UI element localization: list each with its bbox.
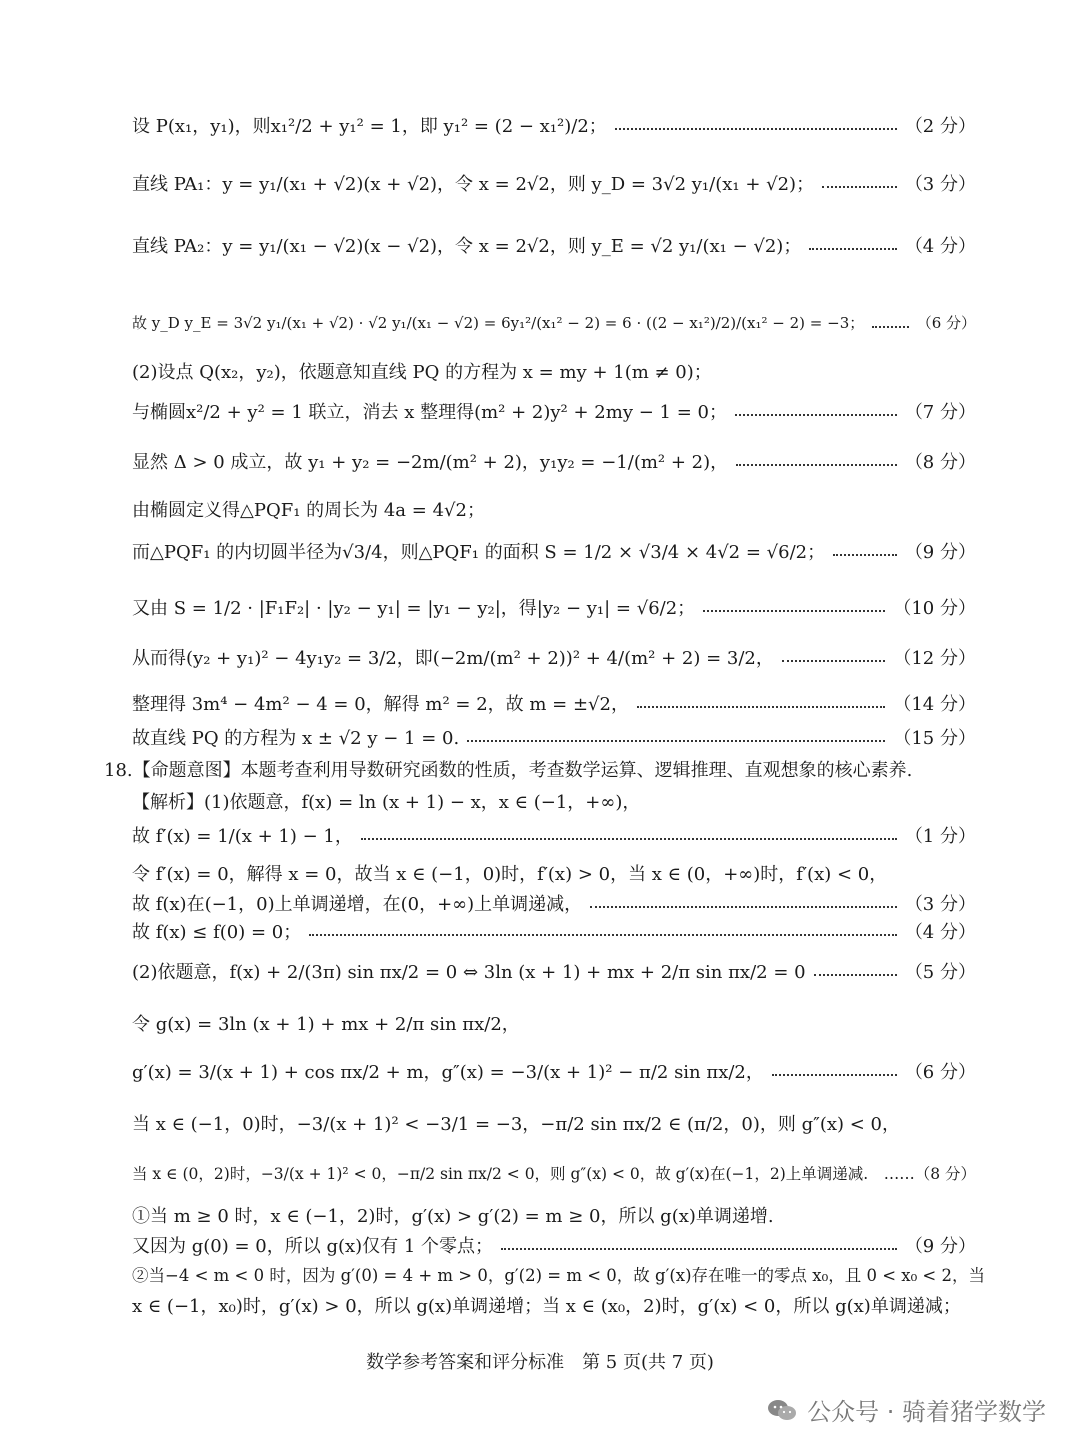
line-text: 故 y_D y_E = 3√2 y₁/(x₁ + √2) · √2 y₁/(x₁ − √2) = 6y₁²/(x₁² − 2) = 6 · ((2 − x₁²)/2)/(x₁² − 2) = −3； <box>132 314 865 332</box>
score-label: （3 分） <box>904 174 976 195</box>
solution-line <box>132 918 976 944</box>
leader-dots <box>814 974 897 976</box>
solution-line <box>132 958 976 984</box>
solution-line <box>132 860 976 886</box>
line-text: ①当 m ≥ 0 时，x ∈ (−1，2)时，g′(x) > g′(2) = m ≥ 0，所以 g(x)单调递增. <box>132 1206 774 1227</box>
solution-line <box>132 358 976 384</box>
line-text: 直线 PA₂：y = y₁/(x₁ − √2)(x − √2)，令 x = 2√2，则 y_E = √2 y₁/(x₁ − √2)； <box>132 236 802 257</box>
solution-line <box>132 448 976 474</box>
solution-line <box>132 312 976 333</box>
score-label: （2 分） <box>904 116 976 137</box>
solution-line <box>132 398 976 424</box>
line-text: 显然 Δ > 0 成立，故 y₁ + y₂ = −2m/(m² + 2)，y₁y₂ = −1/(m² + 2)， <box>132 452 729 473</box>
solution-line <box>132 724 976 750</box>
leader-dots <box>772 1074 897 1076</box>
line-text: 故 f(x) ≤ f(0) = 0； <box>132 922 302 943</box>
line-text: 令 f′(x) = 0，解得 x = 0，故当 x ∈ (−1，0)时，f′(x) > 0，当 x ∈ (0，+∞)时，f′(x) < 0， <box>132 864 888 885</box>
line-text: 令 g(x) = 3ln (x + 1) + mx + 2/π sin πx/2， <box>132 1014 520 1035</box>
line-text: 【解析】(1)依题意，f(x) = ln (x + 1) − x，x ∈ (−1，+∞)， <box>132 792 641 813</box>
solution-line <box>132 496 976 522</box>
wechat-icon <box>767 1398 797 1422</box>
leader-dots <box>736 464 897 466</box>
solution-line <box>132 1292 992 1318</box>
line-text: 由椭圆定义得△PQF₁ 的周长为 4a = 4√2； <box>132 500 485 521</box>
leader-dots <box>361 838 897 840</box>
line-text: 而△PQF₁ 的内切圆半径为√3/4，则△PQF₁ 的面积 S = 1/2 × √3/4 × 4√2 = √6/2； <box>132 542 826 563</box>
line-text: 当 x ∈ (−1，0)时，−3/(x + 1)² < −3/1 = −3，−π/2 sin πx/2 ∈ (π/2，0)，则 g″(x) < 0， <box>132 1114 901 1135</box>
leader-dots <box>309 934 897 936</box>
score-label: （14 分） <box>893 694 976 715</box>
score-label: （6 分） <box>916 314 976 332</box>
line-text: 整理得 3m⁴ − 4m² − 4 = 0，解得 m² = 2，故 m = ±√2， <box>132 694 629 715</box>
line-text: (2)依题意，f(x) + 2/(3π) sin πx/2 = 0 ⇔ 3ln (x + 1) + mx + 2/π sin πx/2 = 0 <box>132 962 806 983</box>
solution-line <box>132 594 976 620</box>
solution-line <box>132 1262 992 1286</box>
line-text: 故 f(x)在(−1，0)上单调递增，在(0，+∞)上单调递减， <box>132 894 583 915</box>
line-text: 从而得(y₂ + y₁)² − 4y₁y₂ = 3/2，即(−2m/(m² + 2))² + 4/(m² + 2) = 3/2， <box>132 648 774 669</box>
score-label: （6 分） <box>904 1062 976 1083</box>
leader-dots <box>703 610 885 612</box>
solution-line <box>132 112 976 138</box>
score-label: （12 分） <box>893 648 976 669</box>
score-label: （8 分） <box>904 452 976 473</box>
line-text: x ∈ (−1，x₀)时，g′(x) > 0，所以 g(x)单调递增；当 x ∈ (x₀，2)时，g′(x) < 0，所以 g(x)单调递减； <box>132 1296 961 1317</box>
solution-line <box>132 690 976 716</box>
score-label: （5 分） <box>904 962 976 983</box>
line-text: 与椭圆x²/2 + y² = 1 联立，消去 x 整理得(m² + 2)y² + 2my − 1 = 0； <box>132 402 727 423</box>
score-label: （10 分） <box>893 598 976 619</box>
solution-line <box>132 890 976 916</box>
line-text: 又由 S = 1/2 · |F₁F₂| · |y₂ − y₁| = |y₁ − y₂|，得|y₂ − y₁| = √6/2； <box>132 598 696 619</box>
page-footer: 数学参考答案和评分标准 第 5 页(共 7 页) <box>366 1352 714 1373</box>
leader-dots <box>501 1248 897 1250</box>
score-label: （9 分） <box>904 1236 976 1257</box>
leader-dots <box>872 326 908 328</box>
leader-dots <box>782 660 885 662</box>
line-text: 直线 PA₁：y = y₁/(x₁ + √2)(x + √2)，令 x = 2√2，则 y_D = 3√2 y₁/(x₁ + √2)； <box>132 174 815 195</box>
score-label: （3 分） <box>904 894 976 915</box>
watermark-text: 公众号 · 骑着猪学数学 <box>807 1398 1046 1426</box>
watermark <box>767 1392 1046 1427</box>
line-text: 当 x ∈ (0，2)时，−3/(x + 1)² < 0，−π/2 sin πx/2 < 0，则 g″(x) < 0，故 g′(x)在(−1，2)上单调递减. <box>132 1165 869 1183</box>
solution-line <box>132 1110 976 1136</box>
solution-line <box>132 822 976 848</box>
question-heading <box>104 756 976 782</box>
leader-dots <box>809 248 896 250</box>
solution-line <box>132 788 976 814</box>
score-label: （4 分） <box>904 922 976 943</box>
line-text: ②当−4 < m < 0 时，因为 g′(0) = 4 + m > 0，g′(2) = m < 0，故 g′(x)存在唯一的零点 x₀，且 0 < x₀ < 2，当 <box>132 1266 985 1285</box>
leader-dots <box>833 554 897 556</box>
solution-line <box>132 232 976 258</box>
leader-dots <box>822 186 897 188</box>
solution-line <box>132 1232 976 1258</box>
solution-line <box>132 1058 976 1084</box>
score-label: （9 分） <box>904 542 976 563</box>
score-label: （15 分） <box>893 728 976 749</box>
leader-dots <box>735 414 897 416</box>
solution-line <box>132 1010 976 1036</box>
solution-line <box>132 644 976 670</box>
leader-dots <box>615 128 897 130</box>
leader-dots <box>590 906 897 908</box>
solution-line <box>132 538 976 564</box>
score-label: ……（8 分） <box>883 1165 976 1183</box>
solution-line <box>132 170 976 196</box>
line-text: 设 P(x₁，y₁)，则x₁²/2 + y₁² = 1，即 y₁² = (2 − x₁²)/2； <box>132 116 607 137</box>
score-label: （7 分） <box>904 402 976 423</box>
line-text: g′(x) = 3/(x + 1) + cos πx/2 + m，g″(x) = −3/(x + 1)² − π/2 sin πx/2， <box>132 1062 764 1083</box>
line-text: 故直线 PQ 的方程为 x ± √2 y − 1 = 0. <box>132 728 460 749</box>
leader-dots <box>467 740 885 742</box>
solution-line <box>132 1202 976 1228</box>
line-text: (2)设点 Q(x₂，y₂)，依题意知直线 PQ 的方程为 x = my + 1(m ≠ 0)； <box>132 362 712 383</box>
solution-line <box>132 1162 976 1184</box>
score-label: （4 分） <box>904 236 976 257</box>
line-text: 故 f′(x) = 1/(x + 1) − 1， <box>132 826 353 847</box>
leader-dots <box>637 706 885 708</box>
score-label: （1 分） <box>904 826 976 847</box>
line-text: 18.【命题意图】本题考查利用导数研究函数的性质，考查数学运算、逻辑推理、直观想象的核心素养. <box>104 760 913 781</box>
line-text: 又因为 g(0) = 0，所以 g(x)仅有 1 个零点； <box>132 1236 494 1257</box>
